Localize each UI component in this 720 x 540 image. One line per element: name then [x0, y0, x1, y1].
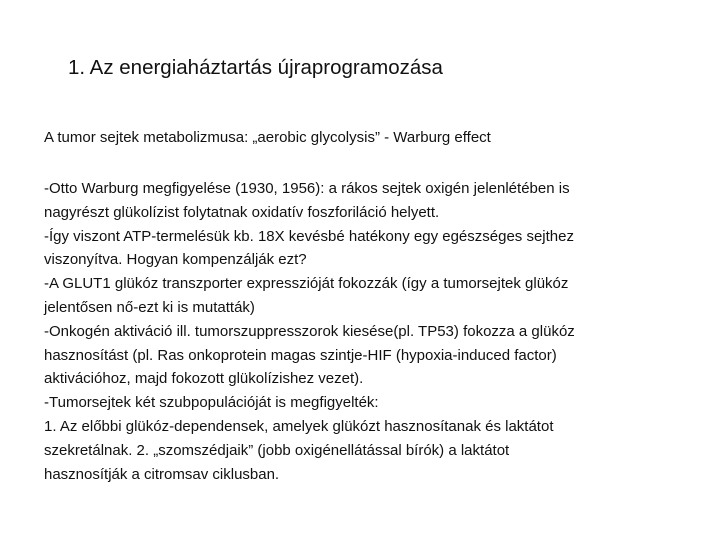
body-line: hasznosítják a citromsav ciklusban. — [44, 465, 280, 483]
body-line: -Otto Warburg megfigyelése (1930, 1956): a rákos sejtek oxigén jelenlétében is — [44, 180, 570, 197]
body-line: viszonyítva. Hogyan kompenzálják ezt? — [44, 251, 307, 269]
body-line: 1. Az előbbi glükóz-dependensek, amelyek glükózt hasznosítanak és laktátot — [44, 417, 554, 435]
body-line: -Így viszont ATP-termelésük kb. 18X kevésbé hatékony egy egészséges sejthez — [44, 227, 574, 245]
slide-subtitle: A tumor sejtek metabolizmusa: „aerobic glycolysis” - Warburg effect — [44, 129, 491, 146]
body-line: jelentősen nő-ezt ki is mutatták) — [44, 298, 255, 316]
body-line: nagyrészt glükolízist folytatnak oxidatív foszforiláció helyett. — [44, 203, 440, 221]
body-line: -Onkogén aktiváció ill. tumorszuppresszorok kiesése(pl. TP53) fokozza a glükóz — [44, 322, 575, 340]
slide-title: 1. Az energiaháztartás újraprogramozása — [68, 56, 443, 79]
body-line: -Tumorsejtek két szubpopulációját is megfigyelték: — [44, 394, 379, 412]
body-line: szekretálnak. 2. „szomszédjaik” (jobb oxigénellátással bírók) a laktátot — [44, 441, 510, 459]
slide-body — [44, 177, 704, 486]
body-line: hasznosítást (pl. Ras onkoprotein magas szintje-HIF (hypoxia-induced factor) — [44, 346, 557, 364]
body-line: -A GLUT1 glükóz transzporter expresszióját fokozzák (így a tumorsejtek glükóz — [44, 275, 569, 293]
body-line: aktivációhoz, majd fokozott glükolízishez vezet). — [44, 370, 364, 388]
